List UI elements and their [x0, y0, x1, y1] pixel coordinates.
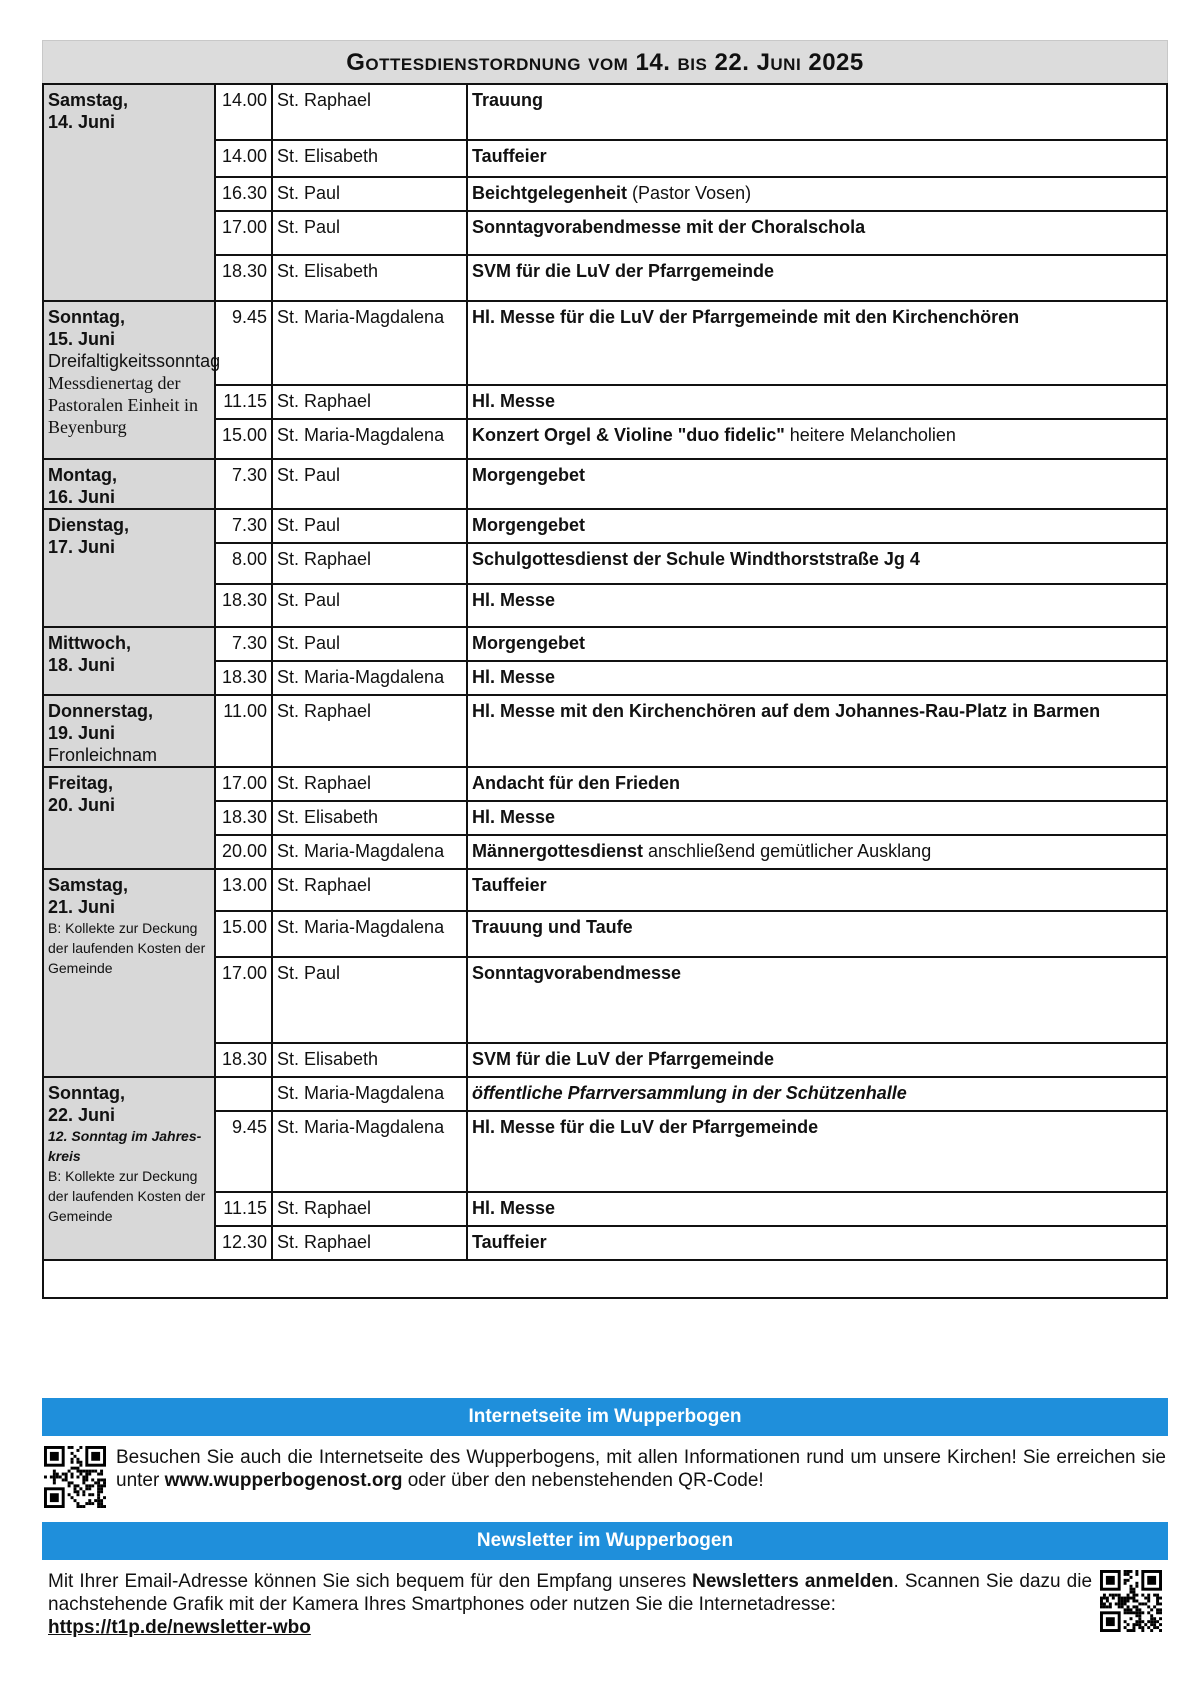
newsletter-url-link[interactable]: https://t1p.de/newsletter-wbo	[48, 1617, 311, 1638]
newsletter-bold: Newsletters anmelden	[692, 1571, 894, 1592]
table-row	[43, 84, 1167, 140]
day-date: 14. Juni	[48, 112, 116, 132]
church-cell: St. Elisabeth	[272, 140, 467, 177]
day-name: Montag,	[48, 465, 117, 485]
time-cell: 18.30	[215, 661, 272, 695]
event-title: Trauung und Taufe	[472, 917, 633, 937]
schedule-sheet	[42, 40, 1168, 1299]
event-title: Hl. Messe	[472, 590, 556, 610]
day-name: Dienstag,	[48, 515, 130, 535]
time-cell: 20.00	[215, 835, 272, 869]
event-title: Beichtgelegenheit	[472, 183, 628, 203]
day-date: 19. Juni	[48, 723, 116, 743]
church-cell: St. Raphael	[272, 84, 467, 140]
day-cell	[43, 869, 215, 1077]
website-paragraph	[116, 1446, 1166, 1492]
time-cell: 15.00	[215, 911, 272, 957]
day-note: B: Kollekte zur Deckung der laufenden Kosten der Gemeinde	[48, 1168, 206, 1224]
event-title: Hl. Messe für die LuV der Pfarrgemeinde mit den Kirchenchören	[472, 307, 1020, 327]
qr-code-icon[interactable]	[1100, 1570, 1162, 1632]
church-cell: St. Paul	[272, 509, 467, 543]
event-title: SVM für die LuV der Pfarrgemeinde	[472, 1049, 775, 1069]
event-cell	[467, 661, 1167, 695]
table-row	[43, 509, 1167, 543]
table-row	[43, 627, 1167, 661]
event-title: Hl. Messe	[472, 667, 556, 687]
event-cell	[467, 177, 1167, 211]
event-title: Schulgottesdienst der Schule Windthorststraße Jg 4	[472, 549, 920, 569]
event-cell	[467, 140, 1167, 177]
church-cell: St. Paul	[272, 177, 467, 211]
event-cell	[467, 1043, 1167, 1077]
event-cell	[467, 543, 1167, 584]
time-cell: 9.45	[215, 301, 272, 385]
day-date: 20. Juni	[48, 795, 116, 815]
event-title: Tauffeier	[472, 146, 547, 166]
event-title: Tauffeier	[472, 875, 547, 895]
event-title: Hl. Messe für die LuV der Pfarrgemeinde	[472, 1117, 819, 1137]
schedule-table	[42, 83, 1168, 1299]
church-cell: St. Maria-Magdalena	[272, 1077, 467, 1111]
church-cell: St. Elisabeth	[272, 801, 467, 835]
website-heading: Internetseite im Wupperbogen	[42, 1398, 1168, 1436]
event-cell	[467, 767, 1167, 801]
newsletter-paragraph	[48, 1570, 1092, 1639]
day-cell	[43, 301, 221, 459]
church-cell: St. Paul	[272, 211, 467, 255]
time-cell: 8.00	[215, 543, 272, 584]
time-cell: 18.30	[215, 255, 272, 301]
event-title: Morgengebet	[472, 465, 586, 485]
event-cell	[467, 509, 1167, 543]
event-title: Männergottesdienst	[472, 841, 644, 861]
church-cell: St. Maria-Magdalena	[272, 835, 467, 869]
event-title: SVM für die LuV der Pfarrgemeinde	[472, 261, 775, 281]
day-name: Samstag,	[48, 90, 129, 110]
time-cell: 11.00	[215, 695, 272, 767]
event-cell	[467, 1077, 1167, 1111]
event-title: Morgengebet	[472, 633, 586, 653]
event-cell	[467, 301, 1167, 385]
time-cell: 14.00	[215, 84, 272, 140]
event-cell	[467, 255, 1167, 301]
day-cell	[43, 1077, 215, 1260]
event-cell	[467, 385, 1167, 419]
day-date: 21. Juni	[48, 897, 116, 917]
day-cell	[43, 84, 215, 301]
day-name: Mittwoch,	[48, 633, 131, 653]
event-title: öffentliche Pfarrversammlung in der Schützenhalle	[472, 1083, 907, 1103]
day-note: 12. Sonntag im Jahres-kreis	[48, 1128, 202, 1164]
day-date: 18. Juni	[48, 655, 116, 675]
church-cell: St. Paul	[272, 627, 467, 661]
event-detail: heitere Melancholien	[784, 425, 956, 445]
church-cell: St. Paul	[272, 584, 467, 627]
table-row	[43, 301, 1167, 385]
schedule-body	[43, 84, 1167, 1298]
church-cell: St. Maria-Magdalena	[272, 911, 467, 957]
time-cell: 11.15	[215, 1192, 272, 1226]
day-date: 16. Juni	[48, 487, 116, 507]
event-cell	[467, 211, 1167, 255]
time-cell: 7.30	[215, 509, 272, 543]
time-cell: 7.30	[215, 459, 272, 509]
time-cell: 17.00	[215, 211, 272, 255]
time-cell: 7.30	[215, 627, 272, 661]
day-name: Freitag,	[48, 773, 114, 793]
time-cell: 17.00	[215, 957, 272, 1043]
time-cell: 18.30	[215, 584, 272, 627]
church-cell: St. Maria-Magdalena	[272, 419, 467, 459]
church-cell: St. Raphael	[272, 1192, 467, 1226]
event-title: Morgengebet	[472, 515, 586, 535]
church-cell: St. Elisabeth	[272, 255, 467, 301]
day-cell	[43, 509, 215, 627]
event-cell	[467, 627, 1167, 661]
day-date: 22. Juni	[48, 1105, 116, 1125]
day-cell	[43, 767, 215, 869]
day-name: Sonntag,	[48, 1083, 125, 1103]
event-cell	[467, 84, 1167, 140]
day-name: Sonntag,	[48, 307, 125, 327]
page-title: Gottesdienstordnung vom 14. bis 22. Juni 2025	[42, 40, 1168, 83]
day-name: Samstag,	[48, 875, 129, 895]
table-row	[43, 767, 1167, 801]
table-row	[43, 695, 1167, 767]
church-cell: St. Raphael	[272, 869, 467, 911]
event-title: Sonntagvorabendmesse mit der Choralschola	[472, 217, 866, 237]
event-detail: anschließend gemütlicher Ausklang	[643, 841, 932, 861]
time-cell: 9.45	[215, 1111, 272, 1192]
event-title: Hl. Messe	[472, 1198, 556, 1218]
event-title: Konzert Orgel & Violine "duo fidelic"	[472, 425, 785, 445]
table-row	[43, 459, 1167, 509]
event-title: Tauffeier	[472, 1232, 547, 1252]
event-cell	[467, 459, 1167, 509]
time-cell	[215, 1077, 272, 1111]
time-cell: 13.00	[215, 869, 272, 911]
day-cell	[43, 627, 215, 695]
day-note: B: Kollekte zur Deckung der laufenden Kosten der Gemeinde	[48, 920, 206, 976]
time-cell: 18.30	[215, 1043, 272, 1077]
table-row	[43, 869, 1167, 911]
qr-code-icon[interactable]	[44, 1446, 106, 1508]
website-text: Besuchen Sie auch die Internetseite des Wupperbogens, mit allen Informationen rund um unsere Kirchen! Sie erreichen sie unter	[116, 1447, 1166, 1491]
empty-row	[43, 1260, 1167, 1298]
time-cell: 16.30	[215, 177, 272, 211]
day-note: Messdienertag der Pastoralen Einheit in Beyenburg	[48, 373, 198, 437]
website-text-after: oder über den nebenstehenden QR-Code!	[402, 1470, 764, 1491]
church-cell: St. Maria-Magdalena	[272, 301, 467, 385]
day-name: Donnerstag,	[48, 701, 154, 721]
event-cell	[467, 869, 1167, 911]
day-note: Dreifaltigkeitssonntag	[48, 351, 221, 371]
day-date: 17. Juni	[48, 537, 116, 557]
time-cell: 15.00	[215, 419, 272, 459]
day-note: Fronleichnam	[48, 745, 158, 765]
church-cell: St. Raphael	[272, 1226, 467, 1260]
church-cell: St. Raphael	[272, 543, 467, 584]
day-date: 15. Juni	[48, 329, 116, 349]
newsletter-text-after: . Scannen Sie dazu die nachstehende Grafik mit der Kamera Ihres Smartphones oder nutzen Sie die Internetadresse:	[48, 1571, 1093, 1615]
event-title: Hl. Messe mit den Kirchenchören auf dem Johannes-Rau-Platz in Barmen	[472, 701, 1101, 721]
church-cell: St. Raphael	[272, 695, 467, 767]
time-cell: 14.00	[215, 140, 272, 177]
event-cell	[467, 584, 1167, 627]
church-cell: St. Paul	[272, 459, 467, 509]
church-cell: St. Paul	[272, 957, 467, 1043]
event-cell	[467, 957, 1167, 1043]
event-cell	[467, 419, 1167, 459]
event-title: Sonntagvorabendmesse	[472, 963, 682, 983]
day-cell	[43, 695, 215, 767]
event-title: Hl. Messe	[472, 391, 556, 411]
event-detail: (Pastor Vosen)	[627, 183, 752, 203]
event-cell	[467, 1226, 1167, 1260]
event-cell	[467, 801, 1167, 835]
event-cell	[467, 1192, 1167, 1226]
newsletter-text: Mit Ihrer Email-Adresse können Sie sich bequem für den Empfang unseres	[48, 1571, 693, 1592]
time-cell: 17.00	[215, 767, 272, 801]
time-cell: 12.30	[215, 1226, 272, 1260]
event-title: Trauung	[472, 90, 543, 110]
newsletter-heading: Newsletter im Wupperbogen	[42, 1522, 1168, 1560]
event-cell	[467, 911, 1167, 957]
event-title: Hl. Messe	[472, 807, 556, 827]
empty-cell	[43, 1260, 1167, 1298]
church-cell: St. Maria-Magdalena	[272, 1111, 467, 1192]
church-cell: St. Raphael	[272, 385, 467, 419]
event-cell	[467, 1111, 1167, 1192]
time-cell: 11.15	[215, 385, 272, 419]
website-url-link[interactable]: www.wupperbogenost.org	[164, 1470, 403, 1491]
day-cell	[43, 459, 215, 509]
event-cell	[467, 695, 1167, 767]
church-cell: St. Maria-Magdalena	[272, 661, 467, 695]
time-cell: 18.30	[215, 801, 272, 835]
church-cell: St. Raphael	[272, 767, 467, 801]
church-cell: St. Elisabeth	[272, 1043, 467, 1077]
table-row	[43, 1077, 1167, 1111]
event-title: Andacht für den Frieden	[472, 773, 681, 793]
event-cell	[467, 835, 1167, 869]
